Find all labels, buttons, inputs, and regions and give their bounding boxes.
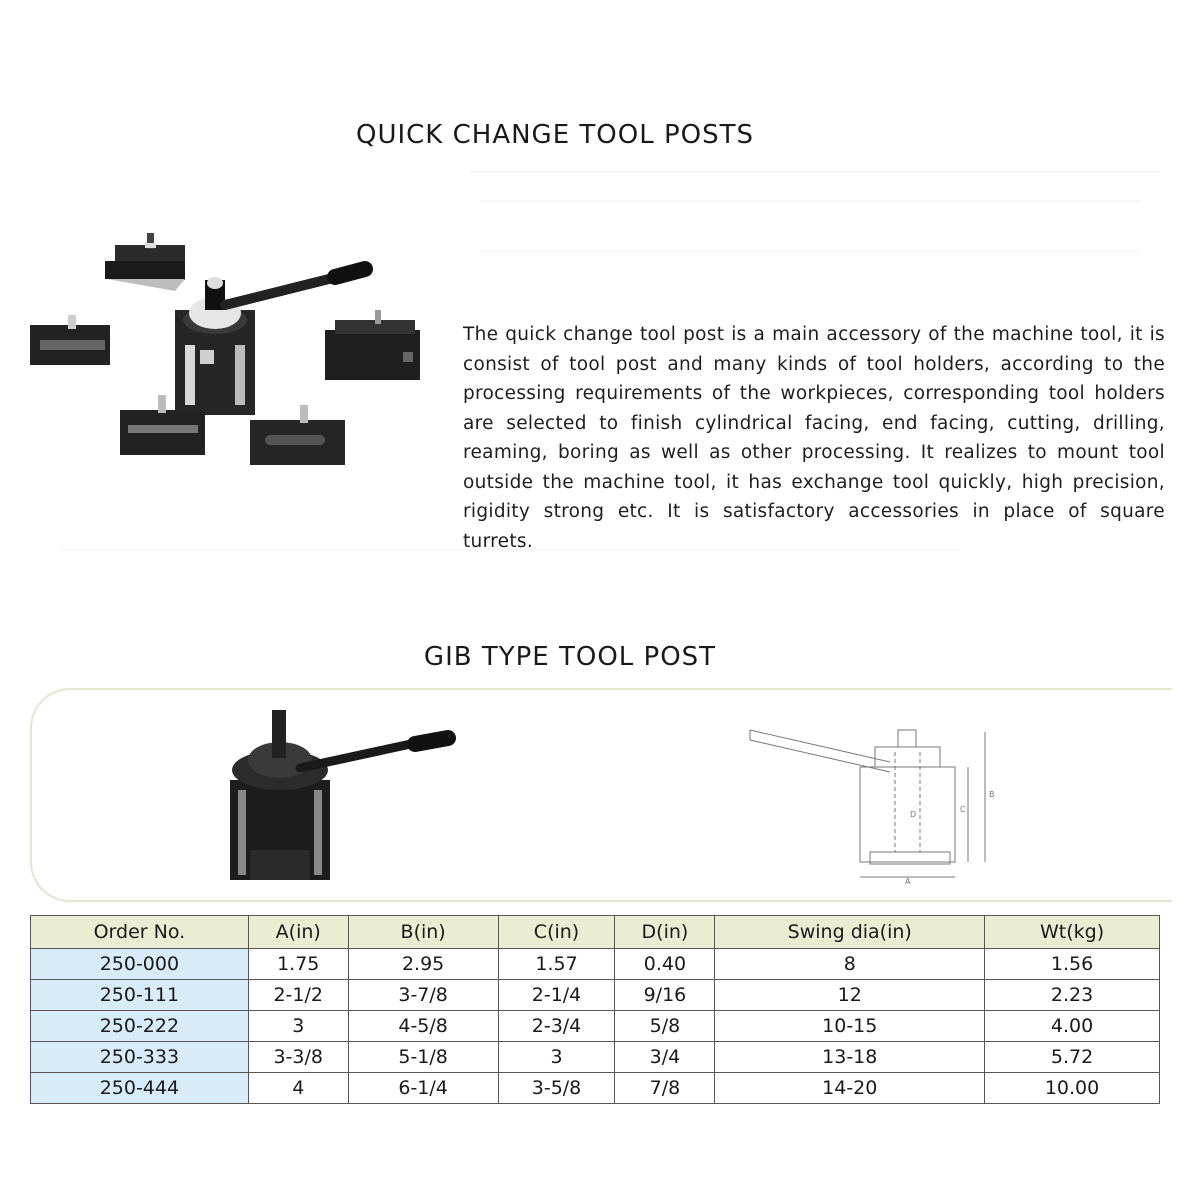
col-c: C(in) <box>498 916 615 949</box>
col-swing-dia: Swing dia(in) <box>715 916 985 949</box>
cell: 3-7/8 <box>348 980 498 1011</box>
cell: 3-3/8 <box>248 1042 348 1073</box>
cell: 14-20 <box>715 1073 985 1104</box>
page-title: QUICK CHANGE TOOL POSTS <box>355 120 754 150</box>
cell: 3-5/8 <box>498 1073 615 1104</box>
col-b: B(in) <box>348 916 498 949</box>
cell: 12 <box>715 980 985 1011</box>
cell: 3 <box>498 1042 615 1073</box>
cell: 2.95 <box>348 949 498 980</box>
label-c: C <box>960 805 966 814</box>
cell: 250-444 <box>31 1073 249 1104</box>
section-title-gib: GIB TYPE TOOL POST <box>423 642 717 672</box>
tool-holder-bottom-right <box>250 405 345 465</box>
cell: 9/16 <box>615 980 715 1011</box>
cell: 4 <box>248 1073 348 1104</box>
table-header-row <box>31 916 1160 949</box>
col-order-no: Order No. <box>31 916 249 949</box>
cell: 5.72 <box>985 1042 1160 1073</box>
cell: 0.40 <box>615 949 715 980</box>
cell: 10-15 <box>715 1011 985 1042</box>
cell: 13-18 <box>715 1042 985 1073</box>
cell: 250-111 <box>31 980 249 1011</box>
cell: 5/8 <box>615 1011 715 1042</box>
cell: 3 <box>248 1011 348 1042</box>
cell: 7/8 <box>615 1073 715 1104</box>
col-a: A(in) <box>248 916 348 949</box>
cell: 3/4 <box>615 1042 715 1073</box>
cell: 250-222 <box>31 1011 249 1042</box>
cell: 1.57 <box>498 949 615 980</box>
tool-holder-top <box>105 233 185 291</box>
cell: 5-1/8 <box>348 1042 498 1073</box>
label-a: A <box>905 877 911 886</box>
cell: 250-333 <box>31 1042 249 1073</box>
cell: 6-1/4 <box>348 1073 498 1104</box>
col-weight: Wt(kg) <box>985 916 1160 949</box>
cell: 10.00 <box>985 1073 1160 1104</box>
table-row <box>31 1042 1160 1073</box>
cell: 250-000 <box>31 949 249 980</box>
gib-tool-post-drawing <box>740 712 1010 892</box>
col-d: D(in) <box>615 916 715 949</box>
table-row <box>31 949 1160 980</box>
cell: 2-1/2 <box>248 980 348 1011</box>
spec-table <box>30 915 1160 1104</box>
table-row <box>31 1011 1160 1042</box>
cell: 2-3/4 <box>498 1011 615 1042</box>
cell: 1.75 <box>248 949 348 980</box>
cell: 1.56 <box>985 949 1160 980</box>
table-row <box>31 1073 1160 1104</box>
gib-tool-post-photo <box>210 700 470 890</box>
tool-holder-left <box>30 315 110 365</box>
label-b: B <box>989 790 995 799</box>
table-row <box>31 980 1160 1011</box>
label-d: D <box>910 810 917 819</box>
cell: 4-5/8 <box>348 1011 498 1042</box>
cell: 2-1/4 <box>498 980 615 1011</box>
cell: 8 <box>715 949 985 980</box>
cell: 2.23 <box>985 980 1160 1011</box>
cell: 4.00 <box>985 1011 1160 1042</box>
tool-holder-right <box>325 310 420 380</box>
tool-post-set-image <box>25 225 445 485</box>
description-paragraph: The quick change tool post is a main accessory of the machine tool, it is consist of tool post and many kinds of tool holders, according to the processing requirements of the workpieces, corresponding tool holders are selected to finish cylindrical facing, end facing, cutting, drilling, reaming, boring as well as other processing. It realizes to mount tool outside the machine tool, it has exchange tool quickly, high precision, rigidity strong etc. It is satisfactory accessories in place of square turrets. <box>463 324 1165 552</box>
